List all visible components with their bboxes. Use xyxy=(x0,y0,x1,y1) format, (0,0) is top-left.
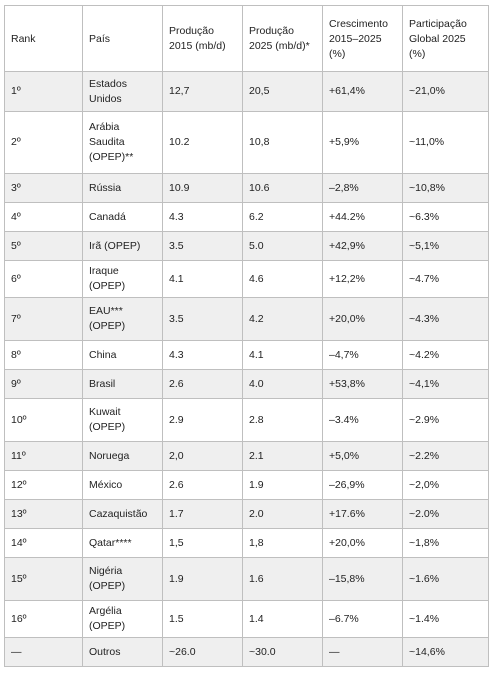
row-production-2015-cell: 10.2 xyxy=(163,112,243,174)
row-rank-cell: 12º xyxy=(5,471,83,500)
row-production-2015-cell: 1.5 xyxy=(163,601,243,638)
row-growth-cell: +12,2% xyxy=(323,261,403,298)
row-share-cell: ~4.2% xyxy=(403,341,489,370)
row-production-2025-cell: 4.2 xyxy=(243,298,323,341)
row-country-cell: Canadá xyxy=(83,203,163,232)
row-production-2015-cell: 4.3 xyxy=(163,203,243,232)
table-row xyxy=(5,112,489,174)
row-share-cell: ~1,8% xyxy=(403,529,489,558)
table-row xyxy=(5,370,489,399)
row-share-cell: ~2.9% xyxy=(403,399,489,442)
row-growth-cell: –2,8% xyxy=(323,174,403,203)
row-rank-cell: 13º xyxy=(5,500,83,529)
table-row xyxy=(5,232,489,261)
row-production-2025-cell: 2.0 xyxy=(243,500,323,529)
table-row xyxy=(5,174,489,203)
table-row xyxy=(5,442,489,471)
row-country-cell: Qatar**** xyxy=(83,529,163,558)
row-production-2025-cell: ~30.0 xyxy=(243,638,323,667)
table-row xyxy=(5,558,489,601)
row-rank-cell: 15º xyxy=(5,558,83,601)
row-production-2025-cell: 10,8 xyxy=(243,112,323,174)
table-row xyxy=(5,298,489,341)
row-rank-cell: 9º xyxy=(5,370,83,399)
row-share-cell: ~14,6% xyxy=(403,638,489,667)
row-growth-cell: –6.7% xyxy=(323,601,403,638)
row-country-cell: México xyxy=(83,471,163,500)
row-production-2015-cell: 4.1 xyxy=(163,261,243,298)
row-rank-cell: 3º xyxy=(5,174,83,203)
row-growth-cell: — xyxy=(323,638,403,667)
row-share-cell: ~5,1% xyxy=(403,232,489,261)
row-country-cell: EAU*** (OPEP) xyxy=(83,298,163,341)
row-rank-cell: 10º xyxy=(5,399,83,442)
row-country-cell: Cazaquistão xyxy=(83,500,163,529)
row-rank-cell: 8º xyxy=(5,341,83,370)
row-share-cell: ~2,0% xyxy=(403,471,489,500)
row-share-cell: ~10,8% xyxy=(403,174,489,203)
row-share-cell: ~4.3% xyxy=(403,298,489,341)
row-production-2015-cell: 3.5 xyxy=(163,298,243,341)
row-production-2025-cell: 4.1 xyxy=(243,341,323,370)
row-production-2015-cell: 3.5 xyxy=(163,232,243,261)
row-production-2015-cell: 4.3 xyxy=(163,341,243,370)
production-table-container xyxy=(4,5,488,667)
table-header-row xyxy=(5,6,489,72)
row-rank-cell: 7º xyxy=(5,298,83,341)
table-row xyxy=(5,261,489,298)
row-growth-cell: +20,0% xyxy=(323,529,403,558)
row-production-2025-cell: 2.1 xyxy=(243,442,323,471)
row-growth-cell: –26,9% xyxy=(323,471,403,500)
row-country-cell: China xyxy=(83,341,163,370)
row-share-cell: ~2.0% xyxy=(403,500,489,529)
table-row xyxy=(5,601,489,638)
row-rank-cell: 11º xyxy=(5,442,83,471)
row-production-2015-cell: 12,7 xyxy=(163,72,243,112)
row-rank-cell: 2º xyxy=(5,112,83,174)
row-growth-cell: –4,7% xyxy=(323,341,403,370)
row-country-cell: Outros xyxy=(83,638,163,667)
row-production-2015-cell: 1,5 xyxy=(163,529,243,558)
row-production-2025-cell: 1,8 xyxy=(243,529,323,558)
row-production-2025-cell: 4.0 xyxy=(243,370,323,399)
header-growth: Crescimento 2015–2025 (%) xyxy=(323,6,403,72)
row-production-2025-cell: 1.9 xyxy=(243,471,323,500)
row-country-cell: Nigéria (OPEP) xyxy=(83,558,163,601)
row-growth-cell: +42,9% xyxy=(323,232,403,261)
row-country-cell: Rússia xyxy=(83,174,163,203)
row-share-cell: ~1.4% xyxy=(403,601,489,638)
row-production-2015-cell: 1.9 xyxy=(163,558,243,601)
row-share-cell: ~21,0% xyxy=(403,72,489,112)
row-rank-cell: 16º xyxy=(5,601,83,638)
row-production-2025-cell: 20,5 xyxy=(243,72,323,112)
table-row xyxy=(5,341,489,370)
row-growth-cell: –15,8% xyxy=(323,558,403,601)
row-production-2025-cell: 10.6 xyxy=(243,174,323,203)
row-country-cell: Argélia (OPEP) xyxy=(83,601,163,638)
row-rank-cell: 4º xyxy=(5,203,83,232)
row-share-cell: ~1.6% xyxy=(403,558,489,601)
row-growth-cell: +61,4% xyxy=(323,72,403,112)
row-production-2025-cell: 5.0 xyxy=(243,232,323,261)
row-growth-cell: +44.2% xyxy=(323,203,403,232)
row-production-2015-cell: 10.9 xyxy=(163,174,243,203)
row-production-2025-cell: 1.4 xyxy=(243,601,323,638)
row-growth-cell: +5,9% xyxy=(323,112,403,174)
row-rank-cell: 5º xyxy=(5,232,83,261)
row-share-cell: ~2.2% xyxy=(403,442,489,471)
row-rank-cell: 14º xyxy=(5,529,83,558)
row-share-cell: ~11,0% xyxy=(403,112,489,174)
row-share-cell: ~4.7% xyxy=(403,261,489,298)
row-production-2025-cell: 2.8 xyxy=(243,399,323,442)
table-row xyxy=(5,399,489,442)
table-row xyxy=(5,529,489,558)
table-body xyxy=(5,72,489,667)
row-share-cell: ~4,1% xyxy=(403,370,489,399)
row-rank-cell: 1º xyxy=(5,72,83,112)
row-production-2015-cell: 2,0 xyxy=(163,442,243,471)
header-rank: Rank xyxy=(5,6,83,72)
row-country-cell: Brasil xyxy=(83,370,163,399)
header-production-2015: Produção 2015 (mb/d) xyxy=(163,6,243,72)
row-production-2015-cell: 2.9 xyxy=(163,399,243,442)
row-country-cell: Estados Unidos xyxy=(83,72,163,112)
header-global-share: Participação Global 2025 (%) xyxy=(403,6,489,72)
table-row xyxy=(5,471,489,500)
row-growth-cell: +20,0% xyxy=(323,298,403,341)
row-country-cell: Noruega xyxy=(83,442,163,471)
row-production-2025-cell: 4.6 xyxy=(243,261,323,298)
row-production-2025-cell: 1.6 xyxy=(243,558,323,601)
header-production-2025: Produção 2025 (mb/d)* xyxy=(243,6,323,72)
table-row xyxy=(5,72,489,112)
row-rank-cell: — xyxy=(5,638,83,667)
row-country-cell: Irã (OPEP) xyxy=(83,232,163,261)
row-share-cell: ~6.3% xyxy=(403,203,489,232)
row-growth-cell: +53,8% xyxy=(323,370,403,399)
row-production-2015-cell: 2.6 xyxy=(163,471,243,500)
row-growth-cell: –3.4% xyxy=(323,399,403,442)
row-production-2015-cell: 1.7 xyxy=(163,500,243,529)
row-country-cell: Kuwait (OPEP) xyxy=(83,399,163,442)
row-country-cell: Iraque (OPEP) xyxy=(83,261,163,298)
row-growth-cell: +17.6% xyxy=(323,500,403,529)
row-growth-cell: +5,0% xyxy=(323,442,403,471)
row-production-2025-cell: 6.2 xyxy=(243,203,323,232)
table-row xyxy=(5,500,489,529)
row-production-2015-cell: 2.6 xyxy=(163,370,243,399)
row-production-2015-cell: ~26.0 xyxy=(163,638,243,667)
table-row xyxy=(5,203,489,232)
oil-production-table xyxy=(4,5,489,667)
row-rank-cell: 6º xyxy=(5,261,83,298)
row-country-cell: Arábia Saudita (OPEP)** xyxy=(83,112,163,174)
table-row xyxy=(5,638,489,667)
header-country: País xyxy=(83,6,163,72)
